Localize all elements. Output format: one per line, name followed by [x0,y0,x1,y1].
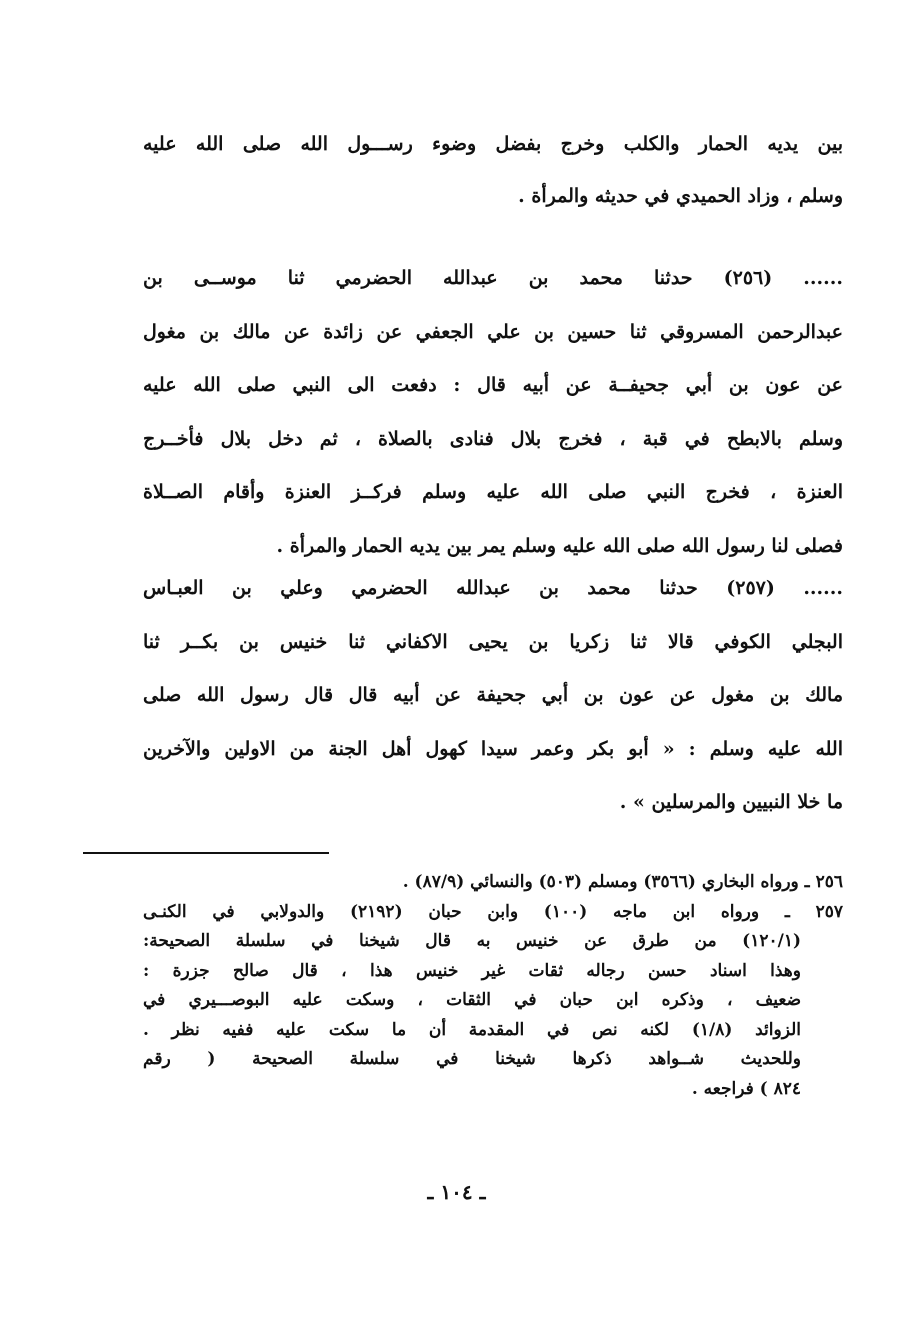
footnote-line: ٨٢٤ ) فراجعه . [691,1078,801,1099]
text-line: ...... (٢٥٧) حدثنا محمد بن عبدالله الحضرمي وعلي بن العبـاس [143,577,843,599]
footnote-line: وهذا اسناد حسن رجاله ثقات غير خنيس هذا ، قال صالح جزرة : [143,960,801,981]
footnote-line: ٢٥٦ ـ ورواه البخاري (٣٥٦٦) ومسلم (٥٠٣) والنسائي (٨٧/٩) . [402,872,843,892]
footnote-divider [83,852,329,854]
text-line: الله عليه وسلم : « أبو بكر وعمر سيدا كهول أهل الجنة من الاولين والآخرين [143,737,843,760]
text-line: العنزة ، فخرج النبي صلى الله عليه وسلم فركــز العنزة وأقام الصــلاة [143,481,843,503]
footnote-line: وللحديث شــواهد ذكرها شيخنا في سلسلة الصحيحة ( رقم [143,1049,801,1069]
continuation-paragraph [143,118,843,222]
text-line: ما خلا النبيين والمرسلين » . [619,791,843,813]
footnote-line: (١٢٠/١) من طرق عن خنيس به قال شيخنا في سلسلة الصحيحة: [143,931,801,951]
text-line: مالك بن مغول عن عون بن أبي جحيفة عن أبيه قال قال رسول الله صلى [143,684,843,706]
footnote-line: الزوائد (١/٨) لكنه نص في المقدمة أن ما سكت عليه ففيه نظر . [143,1019,801,1040]
text-line: ...... (٢٥٦) حدثنا محمد بن عبدالله الحضرمي ثنا موســى بن [143,267,843,289]
text-line: البجلي الكوفي قالا ثنا زكريا بن يحيى الاكفاني ثنا خنيس بن بكــر ثنا [143,630,843,653]
text-line: عن عون بن أبي جحيفــة عن أبيه قال : دفعت الى النبي صلى الله عليه [143,374,843,396]
hadith-256 [143,252,843,573]
text-line: وسلم بالابطح في قبة ، فخرج بلال فنادى بالصلاة ، ثم دخل بلال فأخــرج [143,427,843,450]
footnote-line: ٢٥٧ ـ ورواه ابن ماجه (١٠٠) وابن حبان (٢١٩٢) والدولابي في الكنـى [143,901,843,922]
text-line: فصلى لنا رسول الله صلى الله عليه وسلم يمر بين يديه الحمار والمرأة . [276,534,843,557]
page-number: ـ ١٠٤ ـ [427,1180,486,1204]
text-line: بين يديه الحمار والكلب وخرج بفضل وضوء رســـول الله صلى الله عليه [143,133,843,155]
text-line: وسلم ، وزاد الحميدي في حديثه والمرأة . [518,185,843,207]
text-line: عبدالرحمن المسروقي ثنا حسين بن علي الجعفي عن زائدة عن مالك بن مغول [143,320,843,343]
hadith-257 [143,562,843,830]
footnote-line: ضعيف ، وذكره ابن حبان في الثقات ، وسكت عليه البوصـــيري في [143,990,801,1010]
footnotes [143,868,843,1104]
